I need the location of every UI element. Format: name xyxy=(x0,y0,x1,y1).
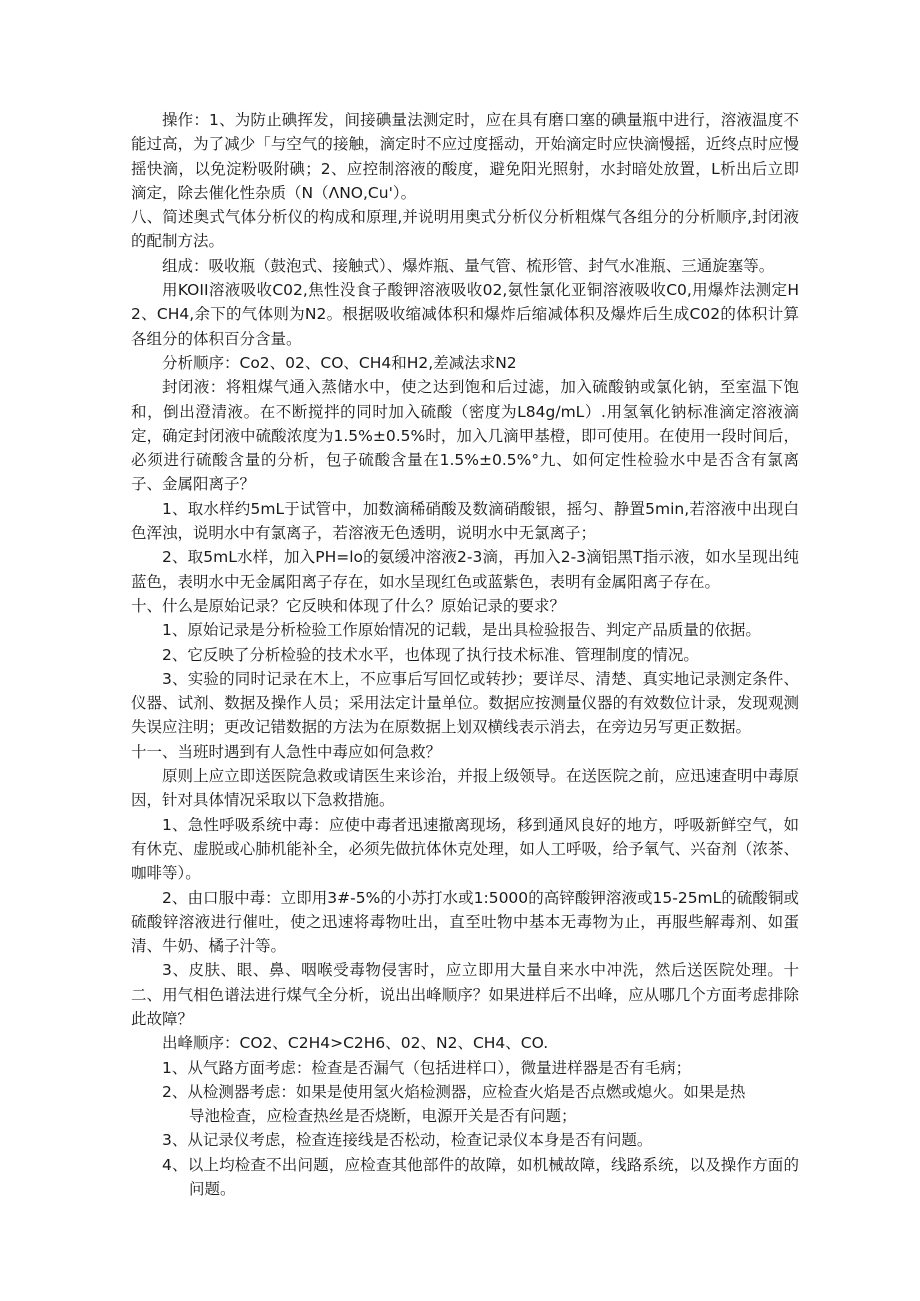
paragraph-first-aid-3: 3、皮肤、眼、鼻、咽喉受毒物侵害时，应立即用大量自来水中冲洗，然后送医院处理。十二、用气相色谱法进行煤气全分析，说出出峰顺序？如果进样后不出峰，应从哪几个方面考虑排除此故障？ xyxy=(131,961,799,1028)
heading-ten: 十、什么是原始记录？它反映和体现了什么？原始记录的要求？ xyxy=(131,596,566,615)
paragraph-operation: 操作：1、为防止碘挥发，间接碘量法测定时，应在具有磨口塞的碘量瓶中进行，溶液温度不能过高，为了减少「与空气的接触，滴定时不应过度摇动，开始滴定时应快滴慢摇，近终点时应慢摇快滴，以免淀粉吸附碘；2、应控制溶液的酸度，避免阳光照射，水封暗处放置，L析出后立即滴定，除去催化性杂质（N（ΛNO,Cu'）。 xyxy=(131,111,799,202)
paragraph-composition: 组成：吸收瓶（鼓泡式、接触式）、爆炸瓶、量气管、梳形管、封气水准瓶、三通旋塞等。 xyxy=(162,256,775,275)
paragraph-record-2: 2、它反映了分析检验的技术水平，也体现了执行技术标准、管理制度的情况。 xyxy=(162,645,699,664)
paragraph-peak-order: 出峰顺序：CO2、C2H4>C2H6、02、N2、CH4、CO. xyxy=(162,1034,549,1053)
paragraph-first-aid-principle: 原则上应立即送医院急救或请医生来诊治，并报上级领导。在送医院之前，应迅速查明中毒原因，针对具体情况采取以下急救措施。 xyxy=(131,767,799,810)
paragraph-record-1: 1、原始记录是分析检验工作原始情况的记载，是出具检验报告、判定产品质量的依据。 xyxy=(162,621,761,640)
paragraph-chloride-test: 1、取水样约5mL于试管中，加数滴稀硝酸及数滴硝酸银，摇匀、静置5min,若溶液中出现白色浑浊，说明水中有氯离子，若溶液无色透明，说明水中无氯离子； xyxy=(131,499,799,543)
paragraph-first-aid-1: 1、急性呼吸系统中毒：应使中毒者迅速撤离现场，移到通风良好的地方，呼吸新鲜空气，如有休克、虚脱或心肺机能补全，必须先做抗体休克处理，如人工呼吸，给予氧气、兴奋剂（浓茶、咖啡等）。 xyxy=(131,815,799,883)
paragraph-gc-check-3: 3、从记录仪考虑，检查连接线是否松动，检查记录仪本身是否有问题。 xyxy=(162,1131,653,1150)
heading-eleven: 十一、当班时遇到有人急性中毒应如何急救？ xyxy=(131,742,442,761)
paragraph-absorption: 用KOII溶液吸收C02,焦性没食子酸钾溶液吸收02,氨性氯化亚铜溶液吸收C0,用爆炸法测定H2、CH4,余下的气体则为N2。根据吸收缩减体积和爆炸后缩减体积及爆炸后生成C02的体积计算各组分的体积百分含量。 xyxy=(131,281,799,348)
document-body xyxy=(131,108,799,1201)
paragraph-metal-ion-test: 2、取5mL水样，加入PH=lo的氨缓冲溶液2-3滴，再加入2-3滴铝黑T指示液，如水呈现出纯蓝色，表明水中无金属阳离子存在，如水呈现红色或蓝紫色，表明有金属阳离子存在。 xyxy=(131,548,799,591)
paragraph-first-aid-2: 2、由口服中毒：立即用3#-5%的小苏打水或1:5000的高锌酸钾溶液或15-25mL的硫酸铜或硫酸锌溶液进行催吐，使之迅速将毒物吐出，直至吐物中基本无毒物为止，再服些解毒剂、如蛋清、牛奶、橘子汁等。 xyxy=(131,888,799,956)
paragraph-sealing-liquid: 封闭液：将粗煤气通入蒸储水中，使之达到饱和后过滤，加入硫酸钠或氯化钠，至室温下饱和，倒出澄清液。在不断搅拌的同时加入硫酸（密度为L84g∕mL）.用氢氧化钠标准滴定溶液滴定，确定封闭液中硫酸浓度为1.5%±0.5%时，加入几滴甲基橙，即可使用。在使用一段时间后，必须进行硫酸含量的分析，包子硫酸含量在1.5%±0.5%°九、如何定性检验水中是否含有氯离子、金属阳离子？ xyxy=(131,378,799,494)
paragraph-gc-check-2-cont: 导池检查，应检查热丝是否烧断，电源开关是否有问题； xyxy=(189,1107,577,1126)
heading-eight: 八、简述奥式气体分析仪的构成和原理,并说明用奥式分析仪分析粗煤气各组分的分析顺序,封闭液的配制方法。 xyxy=(131,208,799,251)
paragraph-analysis-order: 分析顺序：Co2、02、CO、CH4和H2,差减法求N2 xyxy=(162,353,517,372)
paragraph-gc-check-4: 4、以上均检查不出问题，应检查其他部件的故障，如机械故障，线路系统，以及操作方面的问题。 xyxy=(162,1155,799,1199)
paragraph-gc-check-1: 1、从气路方面考虑：检查是否漏气（包括进样口），微量进样器是否有毛病； xyxy=(162,1058,692,1077)
paragraph-gc-check-2: 2、从检测器考虑：如果是使用氢火焰检测器，应检查火焰是否点燃或熄火。如果是热 xyxy=(162,1082,746,1101)
paragraph-record-3: 3、实验的同时记录在木上，不应事后写回忆或转抄；要详尽、清楚、真实地记录测定条件、仪器、试剂、数据及操作人员；采用法定计量单位。数据应按测量仪器的有效数位计录，发现观测失误应注明；更改记错数据的方法为在原数据上划双横线表示消去，在旁边另写更正数据。 xyxy=(131,669,799,737)
